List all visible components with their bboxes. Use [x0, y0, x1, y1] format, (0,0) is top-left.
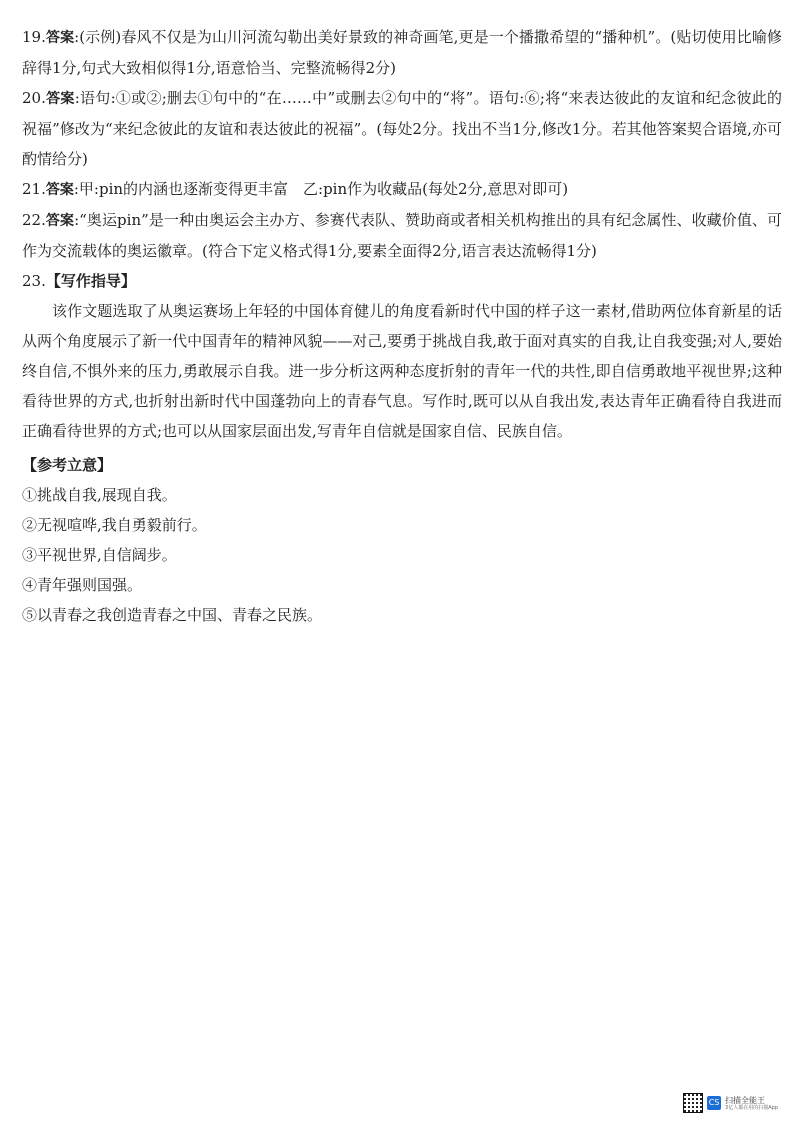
question-number: 23.	[22, 272, 46, 290]
answer-label: 答案	[45, 30, 75, 46]
question-number: 20.	[22, 89, 46, 107]
brand-name: 扫描全能王	[725, 1095, 766, 1105]
question-number: 22.	[22, 211, 46, 229]
question-number: 21.	[22, 180, 46, 198]
writing-guide-heading	[22, 266, 782, 296]
answer-19	[22, 22, 782, 83]
answer-20	[22, 83, 782, 174]
answer-text: :(示例)春风不仅是为山川河流勾勒出美好景致的神奇画笔,更是一个播撒希望的“播种机”。(贴切使用比喻修辞得1分,句式大致相似得1分,语意恰当、完整流畅得2分)	[22, 28, 782, 77]
reference-idea-item: ⑤以青春之我创造青春之中国、青春之民族。	[22, 606, 323, 624]
reference-idea-item: ④青年强则国强。	[22, 576, 143, 594]
writing-guide-paragraph: 该作文题选取了从奥运赛场上年轻的中国体育健儿的角度看新时代中国的样子这一素材,借助两位体育新星的话从两个角度展示了新一代中国青年的精神风貌——对己,要勇于挑战自我,敢于面对真实的自我,让自我变强;对人,要始终自信,不惧外来的压力,勇敢展示自我。进一步分析这两种态度折射的青年一代的共性,即自信勇敢地平视世界;这种看待世界的方式,也折射出新时代中国蓬勃向上的青春气息。写作时,既可以从自我出发,表达青年正确看待自我进而正确看待世界的方式;也可以从国家层面出发,写青年自信就是国家自信、民族自信。	[22, 302, 782, 440]
answer-text: :语句:①或②;删去①句中的“在……中”或删去②句中的“将”。语句:⑥;将“来表达彼此的友谊和纪念彼此的祝福”修改为“来纪念彼此的友谊和表达彼此的祝福”。(每处2分。找出不当1分,修改1分。若其他答案契合语境,亦可酌情给分)	[22, 89, 782, 168]
reference-idea-item: ③平视世界,自信阔步。	[22, 546, 177, 564]
brand-tagline: 3亿人都在用的扫描App	[725, 1104, 778, 1111]
answer-label: 答案	[45, 182, 74, 198]
reference-idea-item: ①挑战自我,展现自我。	[22, 486, 177, 504]
reference-ideas-heading: 【参考立意】	[22, 456, 113, 474]
answer-page	[22, 22, 782, 630]
scanner-watermark	[683, 1093, 778, 1113]
camscanner-logo-icon: CS	[707, 1096, 721, 1110]
answer-text: :甲:pin的内涵也逐渐变得更丰富 乙:pin作为收藏品(每处2分,意思对即可)	[73, 180, 569, 198]
question-number: 19.	[22, 28, 46, 46]
reference-idea-item: ②无视喧哗,我自勇毅前行。	[22, 516, 207, 534]
answer-21	[22, 174, 782, 205]
answer-label: 答案	[45, 213, 75, 229]
section-title: 【写作指导】	[45, 272, 136, 290]
answer-text: :“奥运pin”是一种由奥运会主办方、参赛代表队、赞助商或者相关机构推出的具有纪念属性、收藏价值、可作为交流载体的奥运徽章。(符合下定义格式得1分,要素全面得2分,语言表达流畅得1分)	[22, 211, 782, 260]
qr-code-icon	[683, 1093, 703, 1113]
answer-label: 答案	[45, 91, 75, 107]
answer-22	[22, 205, 782, 266]
watermark-brand	[725, 1096, 778, 1111]
